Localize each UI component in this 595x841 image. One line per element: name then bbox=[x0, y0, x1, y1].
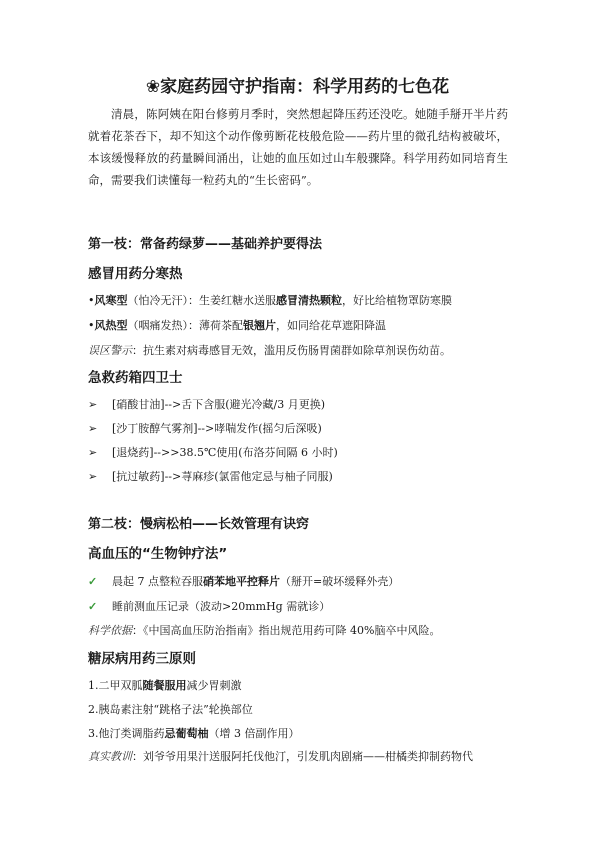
text-segment: （怕冷无汗）：生姜红糖水送服 bbox=[127, 294, 276, 307]
check-item bbox=[88, 598, 513, 616]
text-segment: 晨起 7 点整粒吞服 bbox=[112, 575, 203, 588]
arrow-right-icon: ➢ bbox=[88, 398, 98, 411]
list-item bbox=[88, 468, 513, 486]
diabetes-rule-2 bbox=[88, 701, 513, 719]
text-segment: 3.他汀类调脂药 bbox=[88, 727, 165, 740]
text-segment: 1.二甲双胍 bbox=[88, 679, 143, 692]
text-segment: （掰开=破坏缓释外壳） bbox=[280, 575, 400, 588]
subheading-first-aid: 急救药箱四卫士 bbox=[88, 370, 183, 386]
page-title: ❀家庭药园守护指南：科学用药的七色花 bbox=[145, 77, 450, 97]
list-item bbox=[88, 444, 513, 462]
cold-type-wind-heat bbox=[88, 317, 513, 335]
drug-name: 银翘片 bbox=[243, 319, 276, 332]
term-wind-cold: 风寒型 bbox=[94, 294, 128, 307]
text-segment: （增 3 倍副作用） bbox=[208, 727, 300, 740]
cold-type-wind-cold bbox=[88, 292, 513, 310]
list-item-text: [抗过敏药]-->荨麻疹(氯雷他定忌与柚子同服) bbox=[112, 470, 333, 483]
warning-text: ：抗生素对病毒感冒无效，滥用反伤肠胃菌群如除草剂误伤幼苗。 bbox=[132, 344, 451, 357]
emphasis: 随餐服用 bbox=[142, 679, 187, 692]
drug-name: 硝苯地平控释片 bbox=[203, 575, 280, 588]
list-item-text: [退烧药]-->>38.5℃使用(布洛芬间隔 6 小时) bbox=[112, 446, 338, 459]
list-item bbox=[88, 396, 513, 414]
scientific-basis bbox=[88, 622, 513, 640]
list-item bbox=[88, 420, 513, 438]
diabetes-rule-1 bbox=[88, 677, 513, 695]
lesson-label: 真实教训 bbox=[88, 750, 132, 763]
list-item-text: [沙丁胺醇气雾剂]-->哮喘发作(摇匀后深吸) bbox=[112, 422, 322, 435]
warning-label: 误区警示 bbox=[88, 344, 132, 357]
bullet-dot: • bbox=[88, 294, 95, 307]
diabetes-rule-3 bbox=[88, 725, 513, 743]
check-item bbox=[88, 573, 513, 591]
misconception-warning bbox=[88, 342, 513, 360]
arrow-right-icon: ➢ bbox=[88, 446, 98, 459]
basis-text: ：《中国高血压防治指南》指出规范用药可降 40%脑卒中风险。 bbox=[132, 624, 441, 637]
bullet-dot: • bbox=[88, 319, 95, 332]
text-segment: （咽痛发热）：薄荷茶配 bbox=[127, 319, 243, 332]
text-segment: 减少胃刺激 bbox=[186, 679, 242, 692]
text-segment: ，如同给花草遮阳降温 bbox=[276, 319, 386, 332]
text-segment: ，好比给植物罩防寒膜 bbox=[342, 294, 452, 307]
check-mark-icon: ✓ bbox=[88, 575, 98, 588]
subheading-hypertension: 高血压的“生物钟疗法” bbox=[88, 546, 228, 562]
check-mark-icon: ✓ bbox=[88, 600, 98, 613]
intro-paragraph: 清晨，陈阿姨在阳台修剪月季时，突然想起降压药还没吃。她随手掰开半片药就着花茶吞下，却不知这个动作像剪断花枝般危险——药片里的微孔结构被破坏，本该缓慢释放的药量瞬间涌出，让她的血压如过山车般骤降。科学用药如同培育生命，需要我们读懂每一粒药丸的“生长密码”。 bbox=[88, 107, 508, 187]
arrow-right-icon: ➢ bbox=[88, 470, 98, 483]
list-item-text: [硝酸甘油]-->舌下含服(避光冷藏/3 月更换) bbox=[112, 398, 326, 411]
term-wind-heat: 风热型 bbox=[94, 319, 128, 332]
section-heading-2: 第二枝：慢病松柏——长效管理有诀窍 bbox=[88, 517, 310, 532]
section-heading-1: 第一枝：常备药绿萝——基础养护要得法 bbox=[88, 237, 323, 252]
text-segment: 2.胰岛素注射“跳格子法”轮换部位 bbox=[88, 703, 253, 716]
lesson-text: ：刘爷爷用果汁送服阿托伐他汀，引发肌肉剧痛——柑橘类抑制药物代 bbox=[132, 750, 473, 763]
basis-label: 科学依据 bbox=[88, 624, 132, 637]
drug-name: 感冒清热颗粒 bbox=[276, 294, 342, 307]
subheading-diabetes: 糖尿病用药三原则 bbox=[88, 651, 196, 667]
text-segment: 睡前测血压记录（波动>20mmHg 需就诊） bbox=[112, 600, 331, 613]
subheading-cold-medicine: 感冒用药分寒热 bbox=[88, 266, 183, 282]
arrow-right-icon: ➢ bbox=[88, 422, 98, 435]
emphasis: 忌葡萄柚 bbox=[164, 727, 209, 740]
real-lesson bbox=[88, 748, 513, 766]
